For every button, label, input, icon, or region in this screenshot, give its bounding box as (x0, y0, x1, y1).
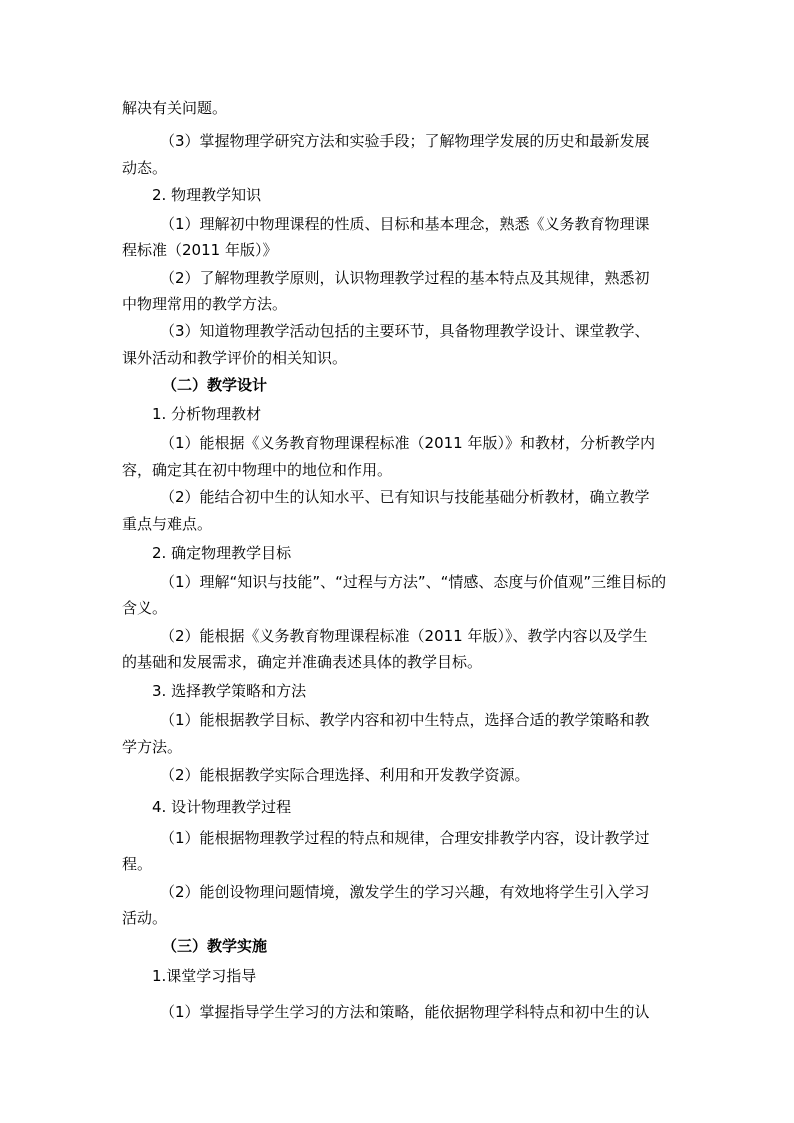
section-heading: （二）教学设计 (162, 376, 268, 394)
body-line: 含义。 (122, 599, 168, 617)
body-line: （1）掌握指导学生学习的方法和策略，能依据物理学科特点和初中生的认 (160, 1003, 650, 1021)
body-line: 容，确定其在初中物理中的地位和作用。 (122, 461, 393, 479)
body-line: （2）能根据教学实际合理选择、利用和开发教学资源。 (160, 766, 530, 784)
section-subheading: 2. 物理教学知识 (152, 186, 262, 204)
section-subheading: 2. 确定物理教学目标 (152, 544, 292, 562)
body-line: 课外活动和教学评价的相关知识。 (122, 349, 348, 367)
body-line: （1）理解初中物理课程的性质、目标和基本理念，熟悉《义务教育物理课 (160, 215, 650, 233)
body-line: （1）能根据教学目标、教学内容和初中生特点，选择合适的教学策略和教 (160, 711, 650, 729)
body-line: （2）能根据《义务教育物理课程标准（2011 年版）》、教学内容以及学生 (160, 627, 648, 645)
body-line: （1）能根据物理教学过程的特点和规律，合理安排教学内容，设计教学过 (160, 829, 650, 847)
body-line: （2）了解物理教学原则，认识物理教学过程的基本特点及其规律，熟悉初 (160, 269, 650, 287)
body-line: 解决有关问题。 (122, 99, 228, 117)
section-subheading: 4. 设计物理教学过程 (152, 798, 292, 816)
body-line: （1）理解“知识与技能”、“过程与方法”、“情感、态度与价值观”三维目标的 (160, 573, 667, 591)
body-line: （2）能结合初中生的认知水平、已有知识与技能基础分析教材，确立教学 (160, 488, 650, 506)
body-line: （1）能根据《义务教育物理课程标准（2011 年版）》和教材，分析教学内 (160, 434, 655, 452)
section-heading: （三）教学实施 (162, 937, 268, 955)
body-line: 中物理常用的教学方法。 (122, 295, 288, 313)
body-line: 活动。 (122, 909, 168, 927)
body-line: 学方法。 (122, 738, 183, 756)
body-line: （3）知道物理教学活动包括的主要环节，具备物理教学设计、课堂教学、 (160, 322, 650, 340)
body-line: （3）掌握物理学研究方法和实验手段；了解物理学发展的历史和最新发展 (160, 132, 650, 150)
body-line: 动态。 (122, 159, 168, 177)
body-line: 的基础和发展需求，确定并准确表述具体的教学目标。 (122, 653, 483, 671)
body-line: （2）能创设物理问题情境，激发学生的学习兴趣，有效地将学生引入学习 (160, 883, 650, 901)
section-subheading: 1.课堂学习指导 (152, 967, 257, 985)
body-line: 程。 (122, 855, 153, 873)
section-subheading: 3. 选择教学策略和方法 (152, 682, 307, 700)
body-line: 程标准（2011 年版）》 (122, 241, 278, 259)
body-line: 重点与难点。 (122, 515, 213, 533)
section-subheading: 1. 分析物理教材 (152, 405, 262, 423)
